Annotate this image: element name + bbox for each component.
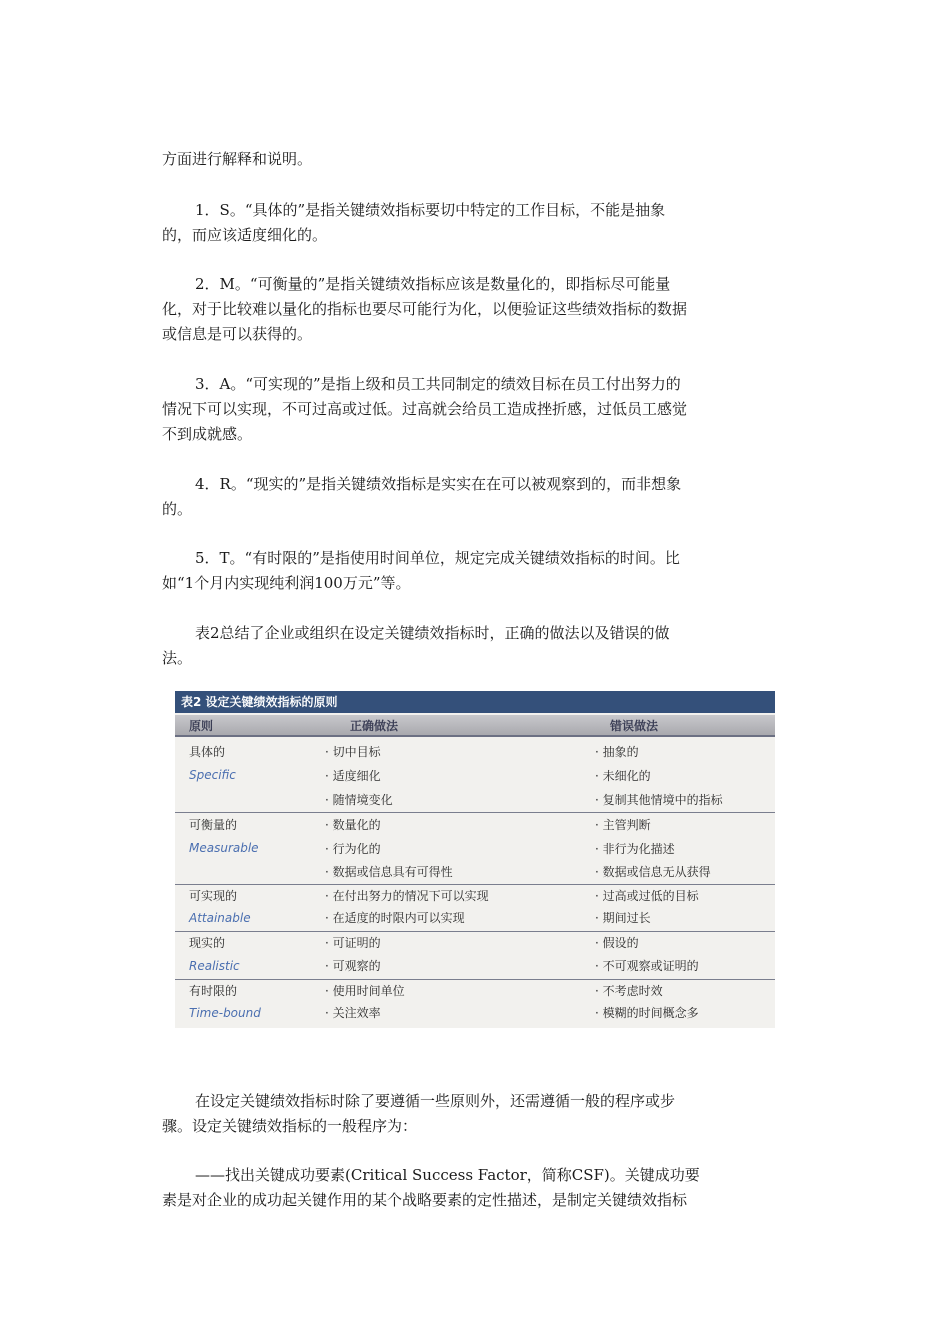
text-line: 2．M。“可衡量的”是指关键绩效指标应该是数量化的，即指标尽可能量	[195, 275, 671, 293]
table-row-measurable	[175, 813, 775, 885]
principle-en: Time-bound	[189, 1006, 261, 1020]
text-line: 表2总结了企业或组织在设定关键绩效指标时，正确的做法以及错误的做	[195, 624, 670, 642]
text-line: 3．A。“可实现的”是指上级和员工共同制定的绩效目标在员工付出努力的	[195, 375, 681, 393]
text-line: 5．T。“有时限的”是指使用时间单位，规定完成关键绩效指标的时间。比	[195, 549, 680, 567]
correct-item: · 随情境变化	[325, 791, 393, 809]
principle-cn: 可衡量的	[189, 818, 238, 832]
principle-en: Attainable	[189, 911, 251, 925]
header-wrong: 错误做法	[610, 719, 659, 733]
table-title: 表2 设定关键绩效指标的原则	[175, 691, 775, 713]
paragraph-t-timebound	[162, 546, 782, 596]
correct-item: · 数量化的	[325, 816, 381, 834]
text-line: 4．R。“现实的”是指关键绩效指标是实实在在可以被观察到的，而非想象	[195, 475, 682, 493]
principle-en: Realistic	[189, 959, 240, 973]
correct-item: · 切中目标	[325, 743, 381, 761]
text-line: 的。	[162, 500, 193, 518]
wrong-item: · 主管判断	[595, 816, 651, 834]
table-row-timebound	[175, 980, 775, 1026]
text-line: 骤。设定关键绩效指标的一般程序为：	[162, 1117, 418, 1135]
principle-cn: 可实现的	[189, 889, 238, 903]
text-line: 1．S。“具体的”是指关键绩效指标要切中特定的工作目标，不能是抽象	[195, 201, 666, 219]
correct-item: · 使用时间单位	[325, 982, 405, 1000]
wrong-item: · 抽象的	[595, 743, 639, 761]
paragraph-m-measurable	[162, 272, 782, 347]
wrong-item: · 复制其他情境中的指标	[595, 791, 723, 809]
text-line: 化，对于比较难以量化的指标也要尽可能行为化，以便验证这些绩效指标的数据	[162, 300, 688, 318]
wrong-item: · 不可观察或证明的	[595, 957, 699, 975]
text-line: 不到成就感。	[162, 425, 253, 443]
correct-item: · 在适度的时限内可以实现	[325, 909, 465, 927]
paragraph-s-specific	[162, 198, 782, 248]
text-line: 情况下可以实现，不可过高或过低。过高就会给员工造成挫折感，过低员工感觉	[162, 400, 688, 418]
text-line: 或信息是可以获得的。	[162, 325, 313, 343]
table-header-row	[175, 715, 775, 737]
table-row-realistic	[175, 932, 775, 980]
wrong-item: · 未细化的	[595, 767, 651, 785]
principle-cn: 具体的	[189, 745, 226, 759]
paragraph-table-intro	[162, 621, 782, 671]
text-line: 如“1个月内实现纯利润100万元”等。	[162, 574, 411, 592]
text-line: ——找出关键成功要素(Critical Success Factor，简称CSF)。关键成功要	[195, 1166, 700, 1184]
paragraph-r-realistic	[162, 472, 782, 522]
text-line: 在设定关键绩效指标时除了要遵循一些原则外，还需遵循一般的程序或步	[195, 1092, 676, 1110]
correct-item: · 可证明的	[325, 934, 381, 952]
correct-item: · 数据或信息具有可得性	[325, 863, 453, 881]
text-line: 方面进行解释和说明。	[162, 150, 313, 168]
wrong-item: · 非行为化描述	[595, 840, 675, 858]
header-principle: 原则	[189, 719, 214, 733]
text-line: 的，而应该适度细化的。	[162, 226, 328, 244]
correct-item: · 行为化的	[325, 840, 381, 858]
wrong-item: · 不考虑时效	[595, 982, 663, 1000]
wrong-item: · 期间过长	[595, 909, 651, 927]
principle-en: Measurable	[189, 841, 259, 855]
header-correct: 正确做法	[350, 719, 399, 733]
wrong-item: · 模糊的时间概念多	[595, 1004, 699, 1022]
correct-item: · 适度细化	[325, 767, 381, 785]
principle-en: Specific	[189, 768, 236, 782]
correct-item: · 可观察的	[325, 957, 381, 975]
principle-cn: 现实的	[189, 936, 226, 950]
text-line: 法。	[162, 649, 193, 667]
paragraph-procedure-intro	[162, 1089, 782, 1139]
correct-item: · 关注效率	[325, 1004, 381, 1022]
table-row-specific	[175, 739, 775, 813]
smart-principles-table	[175, 691, 775, 1028]
text-line: 素是对企业的成功起关键作用的某个战略要素的定性描述，是制定关键绩效指标	[162, 1191, 688, 1209]
paragraph-a-attainable	[162, 372, 782, 447]
principle-cn: 有时限的	[189, 984, 238, 998]
wrong-item: · 数据或信息无从获得	[595, 863, 711, 881]
paragraph-intro	[162, 147, 782, 172]
wrong-item: · 假设的	[595, 934, 639, 952]
table-row-attainable	[175, 885, 775, 932]
paragraph-csf	[162, 1163, 782, 1213]
correct-item: · 在付出努力的情况下可以实现	[325, 887, 489, 905]
wrong-item: · 过高或过低的目标	[595, 887, 699, 905]
